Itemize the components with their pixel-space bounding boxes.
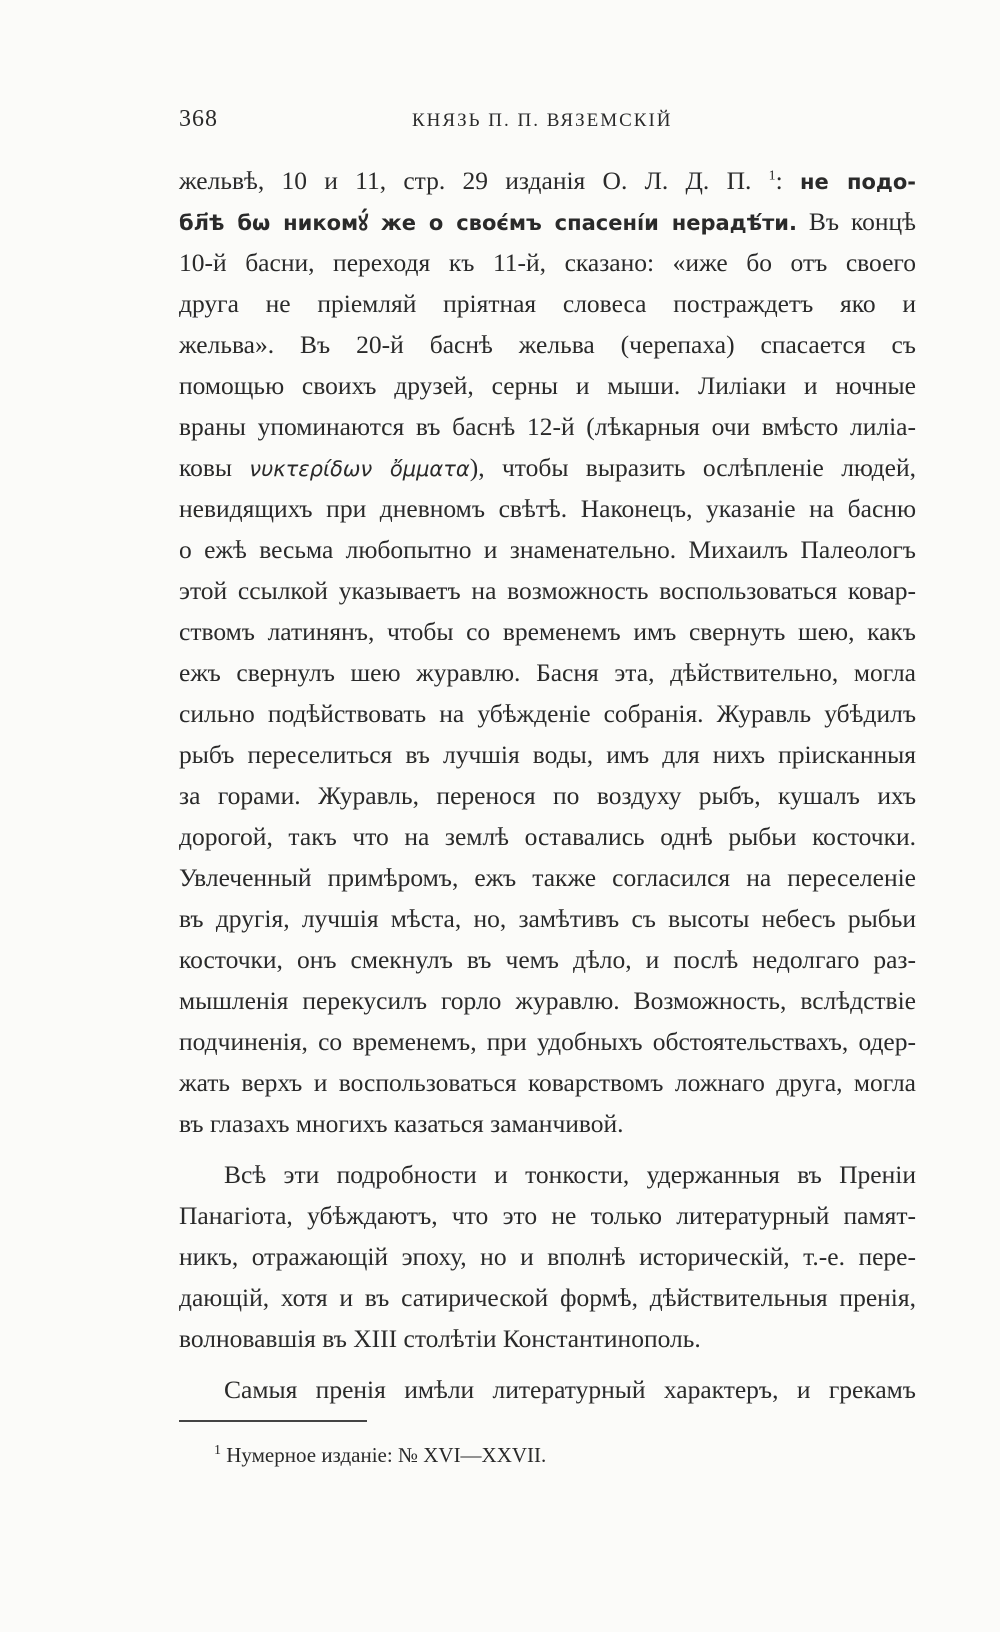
text-segment: : (775, 166, 783, 195)
text-line: ствомъ латинянъ, чтобы со временемъ имъ свернуть шею, какъ (179, 617, 916, 646)
text-line: волновавшія въ XIII столѣтіи Константинополь. (179, 1324, 701, 1353)
church-slavonic-quote: бл҃ѣ бѡ никомꙋ́ же о своє́мъ спасені́и нерадѣ́ти. (179, 211, 797, 235)
footnote (214, 1440, 546, 1470)
footnote-text: Нумерное изданіе: № XVI—XXVII. (226, 1443, 547, 1467)
text-line (179, 160, 916, 201)
text-segment: ), чтобы выразить ослѣпленіе людей, (469, 453, 916, 482)
text-line: жельва». Въ 20-й баснѣ жельва (черепаха) спасается съ (179, 330, 916, 359)
text-line: мышленія перекусилъ горло журавлю. Возможность, вслѣдствіе (179, 986, 916, 1015)
text-line: никъ, отражающій эпоху, но и вполнѣ историческій, т.-е. пере- (179, 1242, 916, 1271)
text-line: подчиненія, со временемъ, при удобныхъ обстоятельствахъ, одер- (179, 1027, 916, 1056)
paragraph-first-line: Самыя пренія имѣли литературный характеръ, и грекамъ (224, 1375, 916, 1404)
text-line: Увлеченный примѣромъ, ежъ также согласился на переселеніе (179, 863, 916, 892)
body-text (179, 160, 916, 1410)
text-line: дорогой, такъ что на землѣ оставались однѣ рыбьи косточки. (179, 822, 916, 851)
paragraph-first-line: Всѣ эти подробности и тонкости, удержанныя въ Преніи (224, 1160, 916, 1189)
text-line: невидящихъ при дневномъ свѣтѣ. Наконецъ, указаніе на басню (179, 494, 916, 523)
text-line: Панагіота, убѣждаютъ, что это не только литературный памят- (179, 1201, 916, 1230)
greek-phrase: νυκτερίδων ὄμματα (249, 457, 470, 481)
text-line (179, 201, 916, 242)
footnote-marker: 1 (214, 1443, 221, 1458)
text-line (179, 447, 916, 488)
text-line: рыбъ переселиться въ лучшія воды, имъ для нихъ пріисканныя (179, 740, 916, 769)
running-head: КНЯЗЬ П. П. ВЯЗЕМСКІЙ (412, 110, 673, 131)
text-line: о ежѣ весьма любопытно и знаменательно. Михаилъ Палеологъ (179, 535, 916, 564)
text-line: друга не пріемляй пріятная словеса постраждетъ яко и (179, 289, 916, 318)
text-line: косточки, онъ смекнулъ въ чемъ дѣло, и послѣ недолгаго раз- (179, 945, 916, 974)
text-line: этой ссылкой указываетъ на возможность воспользоваться ковар- (179, 576, 916, 605)
text-line: за горами. Журавль, перенося по воздуху рыбъ, кушалъ ихъ (179, 781, 916, 810)
text-segment: Въ концѣ (808, 207, 917, 236)
text-line: помощью своихъ друзей, серны и мыши. Лиліаки и ночные (179, 371, 916, 400)
text-segment: ковы (179, 453, 233, 482)
church-slavonic-quote: не подо- (800, 170, 916, 194)
text-line: въ глазахъ многихъ казаться заманчивой. (179, 1109, 624, 1138)
text-line: сильно подѣйствовать на убѣжденіе собранія. Журавль убѣдилъ (179, 699, 916, 728)
text-line: дающій, хотя и въ сатирической формѣ, дѣйствительныя пренія, (179, 1283, 916, 1312)
text-segment: жельвѣ, 10 и 11, стр. 29 изданія О. Л. Д. П. (179, 166, 752, 195)
text-line: ежъ свернулъ шею журавлю. Басня эта, дѣйствительно, могла (179, 658, 916, 687)
text-line: враны упоминаются въ баснѣ 12-й (лѣкарныя очи вмѣсто лиліа- (179, 412, 916, 441)
page-number: 368 (179, 106, 218, 132)
footnote-rule (179, 1420, 367, 1422)
text-line: 10-й басни, переходя къ 11-й, сказано: «иже бо отъ своего (179, 248, 916, 277)
text-line: жать верхъ и воспользоваться коварствомъ ложнаго друга, могла (179, 1068, 916, 1097)
footnote-reference[interactable]: 1 (768, 168, 776, 184)
text-line: въ другія, лучшія мѣста, но, замѣтивъ съ высоты небесъ рыбьи (179, 904, 916, 933)
